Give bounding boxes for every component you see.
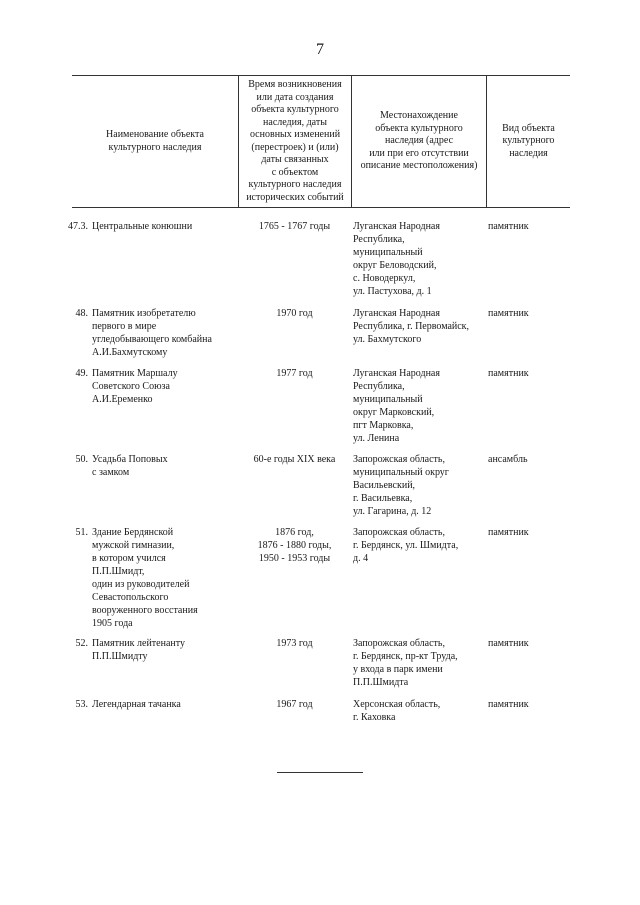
table-row [72, 307, 570, 359]
object-location: Луганская Народная Республика, муниципальный округ Марковский, пгт Марковка, ул. Ленина [353, 368, 440, 444]
object-name: Памятник изобретателю первого в мире угледобывающего комбайна А.И.Бахмутскому [92, 308, 212, 358]
row-number: 53. [75, 699, 88, 710]
object-type: памятник [488, 308, 529, 319]
object-type: ансамбль [488, 454, 528, 465]
object-type: памятник [488, 699, 529, 710]
row-number: 48. [75, 308, 88, 319]
header-type: Вид объекта культурного наследия [486, 76, 570, 207]
table-row [72, 526, 570, 630]
object-date: 1973 год [276, 638, 313, 649]
table-row [68, 220, 570, 298]
row-number: 51. [75, 527, 88, 538]
object-type: памятник [488, 368, 529, 379]
object-name: Легендарная тачанка [92, 699, 181, 710]
row-number: 52. [75, 638, 88, 649]
object-location: Луганская Народная Республика, г. Первомайск, ул. Бахмутского [353, 308, 470, 345]
object-type: памятник [488, 638, 529, 649]
object-location: Запорожская область, г. Бердянск, пр-кт Труда, у входа в парк имени П.П.Шмидта [353, 638, 458, 688]
table-row [72, 453, 570, 518]
object-location: Херсонская область, г. Каховка [353, 699, 441, 723]
table-row [72, 698, 570, 724]
object-name: Центральные конюшни [92, 221, 193, 232]
object-location: Луганская Народная Республика, муниципальный округ Беловодский, с. Новодеркул, ул. Пастухова, д. 1 [353, 221, 440, 297]
table-row [72, 367, 570, 445]
object-location: Запорожская область, муниципальный округ Васильевский, г. Васильевка, ул. Гагарина, д. 12 [353, 454, 449, 517]
end-of-table-rule [277, 772, 363, 773]
table-header [72, 76, 570, 208]
table-row [72, 637, 570, 689]
object-date: 1970 год [276, 308, 313, 319]
row-number: 49. [75, 368, 88, 379]
header-location: Местонахождение объекта культурного наследия (адрес или при его отсутствии описание местоположения) [351, 76, 486, 207]
heritage-table [72, 75, 570, 208]
page-number: 7 [316, 41, 324, 58]
object-name: Памятник лейтенанту П.П.Шмидту [92, 638, 185, 662]
header-name: Наименование объекта культурного наследия [106, 129, 204, 153]
object-date: 60-е годы XIX века [253, 454, 336, 465]
object-name: Памятник Маршалу Советского Союза А.И.Еременко [92, 368, 178, 405]
object-type: памятник [488, 527, 529, 538]
object-date: 1765 - 1767 годы [258, 221, 331, 232]
object-type: памятник [488, 221, 529, 232]
row-number: 50. [75, 454, 88, 465]
header-date: Время возникновения или дата создания объекта культурного наследия, даты основных изменений (перестроек) и (или) даты связанных с объектом культурного наследия исторических событий [238, 76, 351, 207]
object-date: 1967 год [276, 699, 313, 710]
object-date: 1977 год [276, 368, 313, 379]
object-date: 1876 год, 1876 - 1880 годы, 1950 - 1953 годы [257, 527, 332, 564]
object-name: Здание Бердянской мужской гимназии, в котором учился П.П.Шмидт, один из руководителей Севастопольского вооруженного восстания 1905 года [92, 527, 198, 629]
object-location: Запорожская область, г. Бердянск, ул. Шмидта, д. 4 [353, 527, 459, 564]
row-number: 47.3. [68, 221, 88, 232]
object-name: Усадьба Поповых с замком [92, 454, 168, 478]
